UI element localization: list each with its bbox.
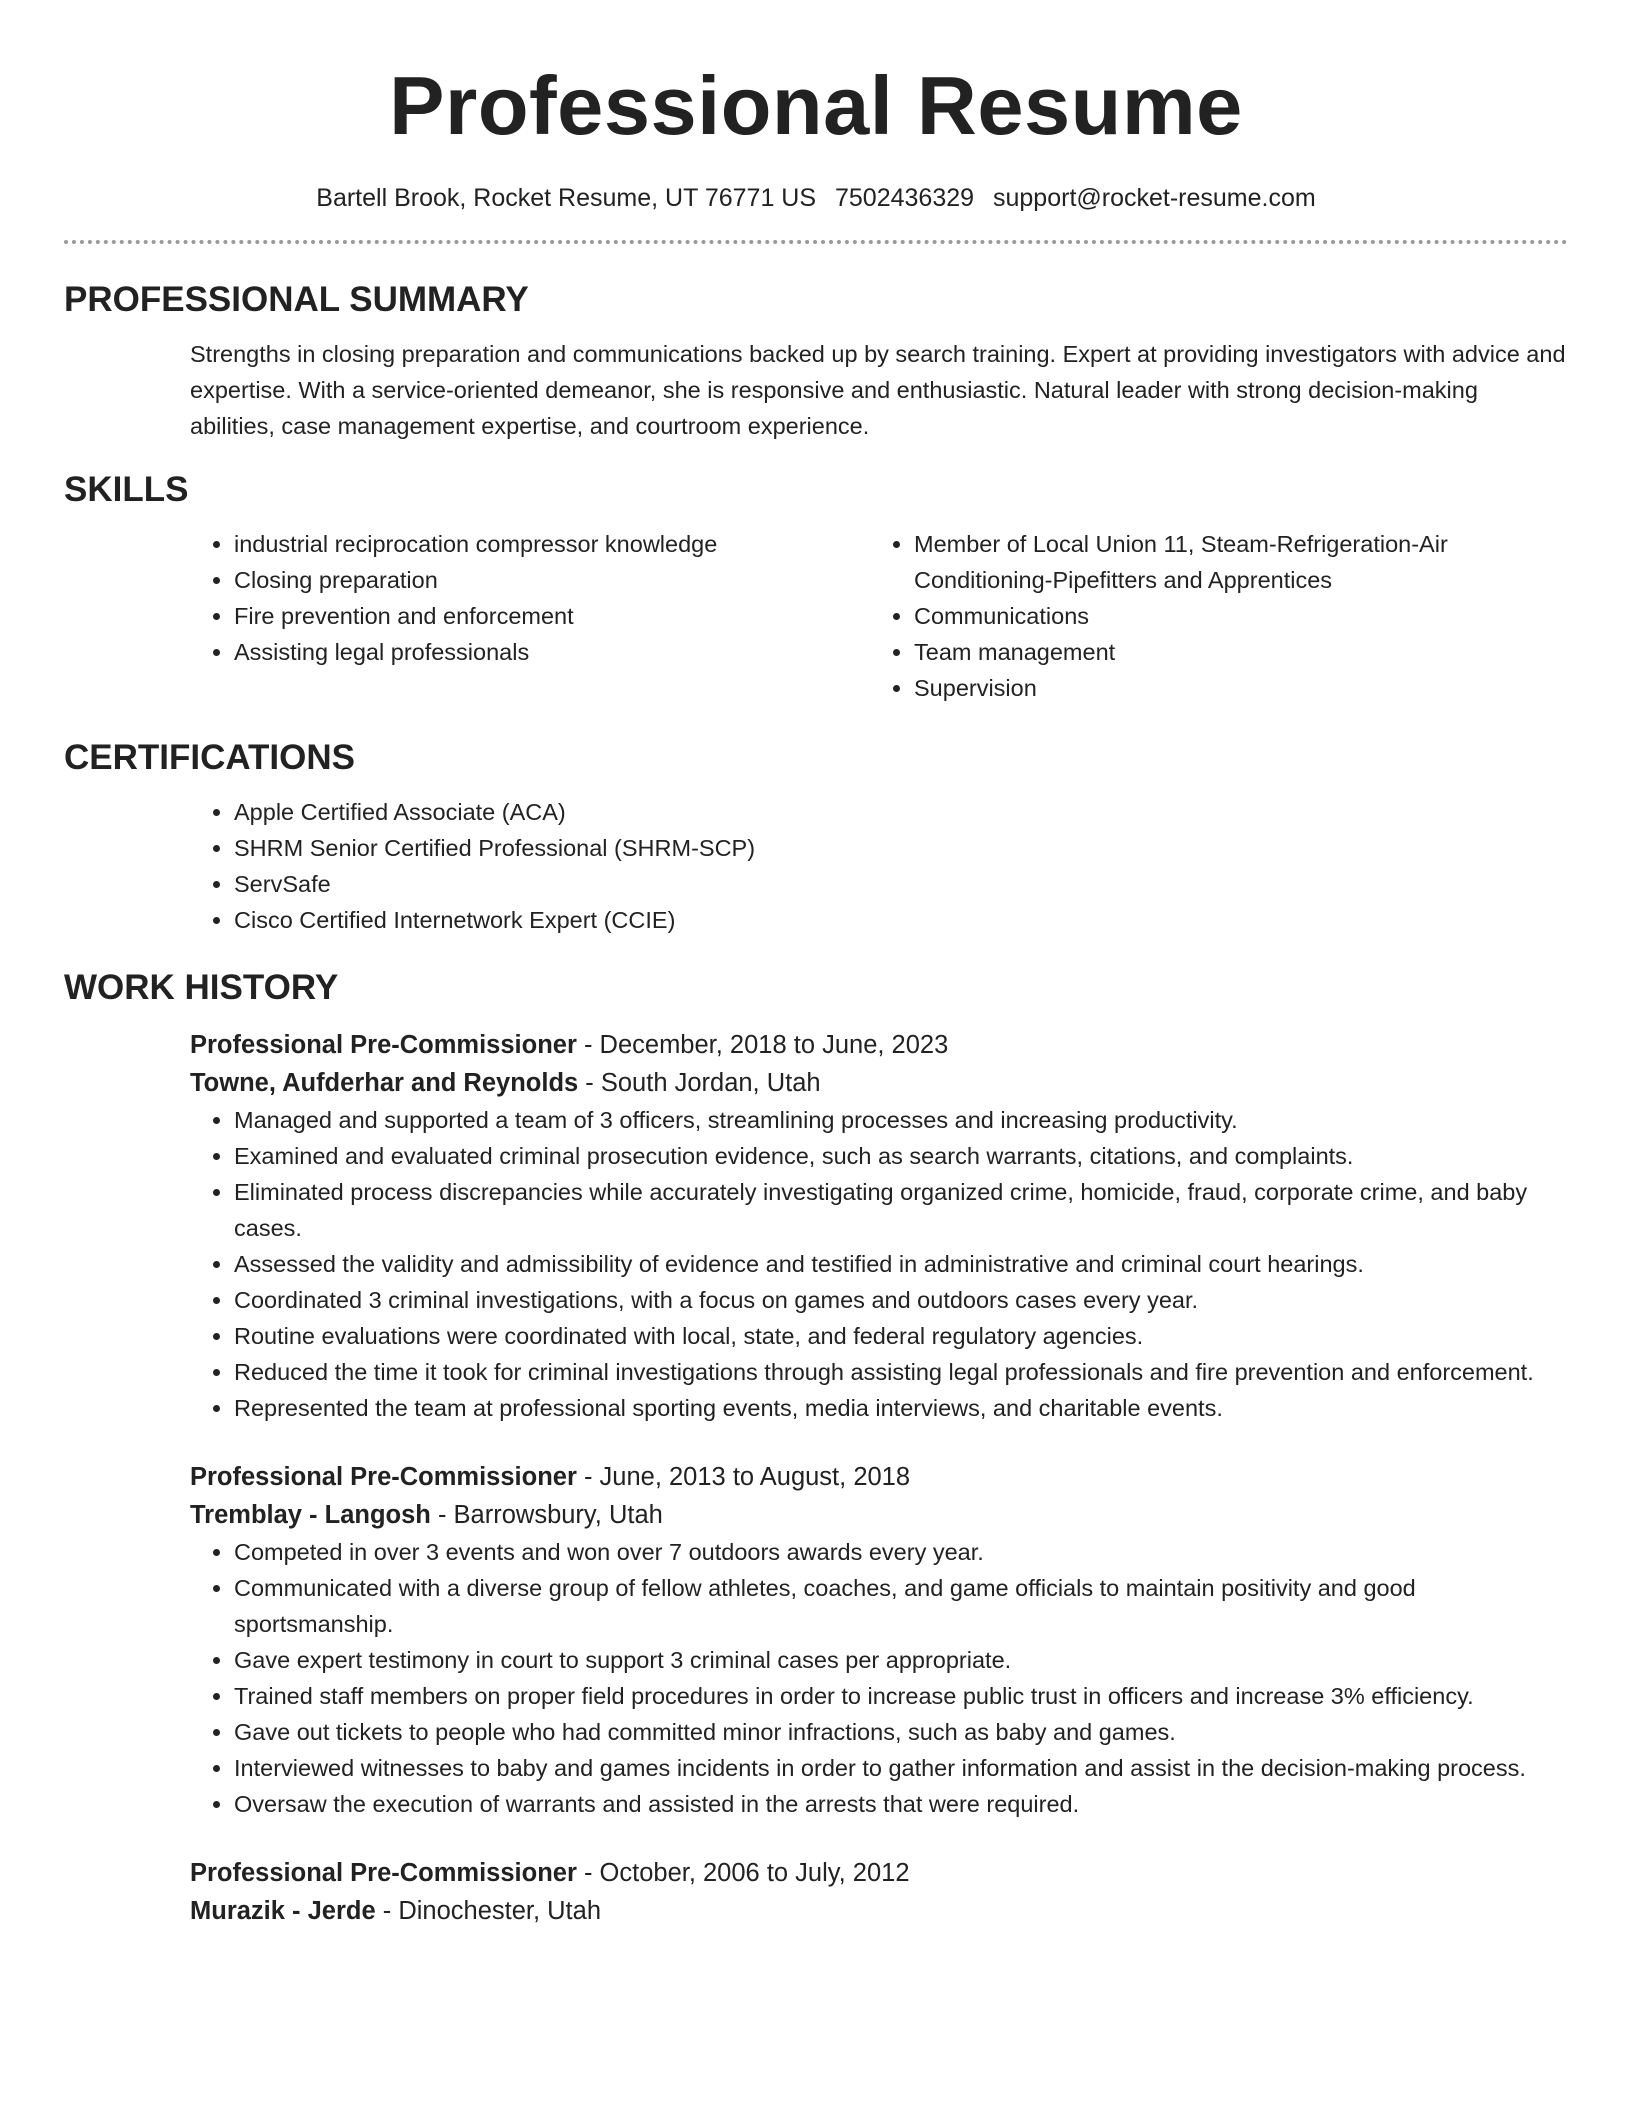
list-item: • Fire prevention and enforcement [234,598,870,634]
job-company: Tremblay - Langosh [190,1501,431,1529]
summary-body [190,336,1568,444]
job-company: Murazik - Jerde [190,1897,376,1925]
job-entry [190,1458,1568,1822]
list-item: • Assisting legal professionals [234,634,870,670]
skills-column-right [870,526,1550,706]
skills-list-right [870,526,1550,706]
job-entry [190,1854,1568,1930]
job-bullets [190,1102,1568,1426]
job-entry [190,1026,1568,1426]
contact-line [64,182,1568,214]
job-company-line [190,1892,1568,1930]
job-title: Professional Pre-Commissioner [190,1031,577,1059]
list-item: • Examined and evaluated criminal prosecution evidence, such as search warrants, citations, and complaints. [234,1138,1568,1174]
list-item: • Gave out tickets to people who had committed minor infractions, such as baby and games. [234,1714,1568,1750]
list-item: • Coordinated 3 criminal investigations, with a focus on games and outdoors cases every year. [234,1282,1568,1318]
contact-email: support@rocket-resume.com [993,184,1316,212]
list-item: • Reduced the time it took for criminal investigations through assisting legal professionals and fire prevention and enforcement. [234,1354,1568,1390]
job-company: Towne, Aufderhar and Reynolds [190,1069,579,1097]
list-item: • Closing preparation [234,562,870,598]
list-item: • Competed in over 3 events and won over 7 outdoors awards every year. [234,1534,1568,1570]
skills-grid [190,526,1568,706]
list-item: • industrial reciprocation compressor knowledge [234,526,870,562]
contact-address: Bartell Brook, Rocket Resume, UT 76771 US [316,184,817,212]
skills-column-left [190,526,870,706]
list-item: • Oversaw the execution of warrants and assisted in the arrests that were required. [234,1786,1568,1822]
skills-heading: SKILLS [64,470,189,509]
job-location: - Dinochester, Utah [375,1897,602,1925]
job-bullets [190,1534,1568,1822]
certifications-list [190,794,1568,938]
list-item: • Communications [914,598,1550,634]
list-item: • Managed and supported a team of 3 officers, streamlining processes and increasing productivity. [234,1102,1568,1138]
list-item: • SHRM Senior Certified Professional (SHRM-SCP) [234,830,1568,866]
list-item: • Represented the team at professional sporting events, media interviews, and charitable events. [234,1390,1568,1426]
contact-phone: 7502436329 [835,184,975,212]
job-title-line [190,1026,1568,1064]
list-item: • ServSafe [234,866,1568,902]
skills-list-left [190,526,870,670]
job-location: - South Jordan, Utah [578,1069,821,1097]
list-item: • Member of Local Union 11, Steam-Refrigeration-Air Conditioning-Pipefitters and Apprentices [914,526,1550,598]
header-divider [64,240,1568,244]
job-location: - Barrowsbury, Utah [430,1501,663,1529]
list-item: • Apple Certified Associate (ACA) [234,794,1568,830]
list-item: • Cisco Certified Internetwork Expert (CCIE) [234,902,1568,938]
list-item: • Eliminated process discrepancies while accurately investigating organized crime, homicide, fraud, corporate crime, and baby cases. [234,1174,1568,1246]
certifications-section [64,736,1568,938]
list-item: • Routine evaluations were coordinated with local, state, and federal regulatory agencies. [234,1318,1568,1354]
job-title: Professional Pre-Commissioner [190,1463,577,1491]
certifications-heading: CERTIFICATIONS [64,738,356,777]
summary-section [64,278,1568,444]
job-dates: - December, 2018 to June, 2023 [576,1031,949,1059]
job-company-line [190,1064,1568,1102]
work-history-heading: WORK HISTORY [64,968,339,1007]
job-dates: - June, 2013 to August, 2018 [576,1463,911,1491]
list-item: • Interviewed witnesses to baby and games incidents in order to gather information and assist in the decision-making process. [234,1750,1568,1786]
job-company-line [190,1496,1568,1534]
job-dates: - October, 2006 to July, 2012 [576,1859,910,1887]
certifications-body [190,794,1568,938]
work-history-section [64,966,1568,1930]
list-item: • Supervision [914,670,1550,706]
resume-title: Professional Resume [389,59,1243,152]
job-title-line [190,1854,1568,1892]
list-item: • Gave expert testimony in court to support 3 criminal cases per appropriate. [234,1642,1568,1678]
list-item: • Communicated with a diverse group of fellow athletes, coaches, and game officials to maintain positivity and good sportsmanship. [234,1570,1568,1642]
summary-heading: PROFESSIONAL SUMMARY [64,280,529,319]
skills-section [64,468,1568,706]
list-item: • Team management [914,634,1550,670]
list-item: • Trained staff members on proper field procedures in order to increase public trust in officers and increase 3% efficiency. [234,1678,1568,1714]
list-item: • Assessed the validity and admissibility of evidence and testified in administrative and criminal court hearings. [234,1246,1568,1282]
job-title: Professional Pre-Commissioner [190,1859,577,1887]
job-title-line [190,1458,1568,1496]
summary-text: Strengths in closing preparation and communications backed up by search training. Expert at providing investigators with advice and expertise. With a service-oriented demeanor, she is responsive and enthusiastic. Natural leader with strong decision-making abilities, case management expertise, and courtroom experience. [190,341,1566,439]
